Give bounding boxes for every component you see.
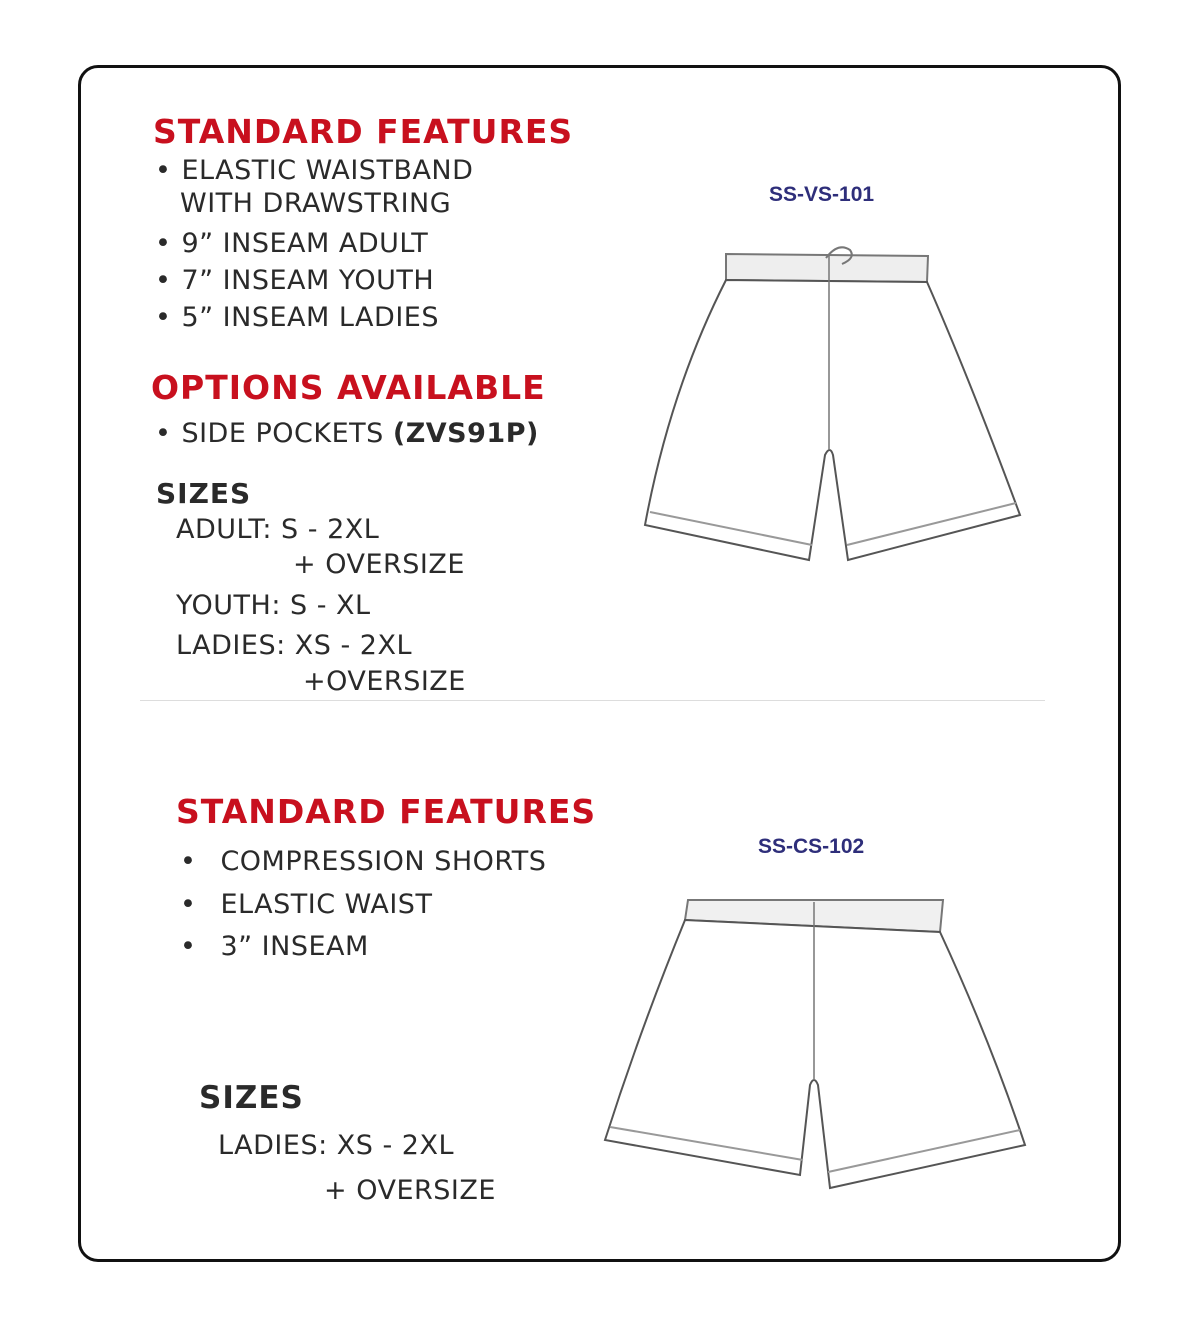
product1-feature-2: • 9” INSEAM ADULT <box>155 228 429 259</box>
shorts-compression-illustration <box>600 890 1040 1190</box>
product1-size-adult-oversize: + OVERSIZE <box>293 549 465 580</box>
section-divider <box>140 700 1045 701</box>
product1-size-youth: YOUTH: S - XL <box>176 590 371 621</box>
product1-features-heading: STANDARD FEATURES <box>153 112 574 151</box>
shorts-drawstring-illustration <box>630 240 1030 570</box>
product1-feature-4: • 5” INSEAM LADIES <box>155 302 439 333</box>
product1-size-ladies: LADIES: XS - 2XL <box>176 630 413 661</box>
option-code: (ZVS91P) <box>392 418 539 449</box>
product1-feature-3: • 7” INSEAM YOUTH <box>155 265 435 296</box>
product1-feature-1-line1: • ELASTIC WAISTBAND <box>155 155 474 186</box>
product1-size-ladies-oversize: +OVERSIZE <box>303 666 466 697</box>
product2-size-ladies-oversize: + OVERSIZE <box>324 1175 496 1206</box>
product1-options-heading: OPTIONS AVAILABLE <box>151 368 546 407</box>
product1-code: SS-VS-101 <box>769 183 875 206</box>
product2-feature-2: • ELASTIC WAIST <box>180 889 433 920</box>
product1-feature-1-line2: WITH DRAWSTRING <box>180 188 452 219</box>
product2-feature-1: • COMPRESSION SHORTS <box>180 846 547 877</box>
product2-size-ladies: LADIES: XS - 2XL <box>218 1130 455 1161</box>
product2-feature-3: • 3” INSEAM <box>180 931 369 962</box>
product2-code: SS-CS-102 <box>758 835 865 858</box>
product2-features-heading: STANDARD FEATURES <box>176 792 597 831</box>
product1-size-adult: ADULT: S - 2XL <box>176 514 380 545</box>
product1-sizes-heading: SIZES <box>156 477 252 510</box>
product2-sizes-heading: SIZES <box>199 1080 304 1116</box>
product1-option-1: • SIDE POCKETS (ZVS91P) <box>155 418 539 449</box>
